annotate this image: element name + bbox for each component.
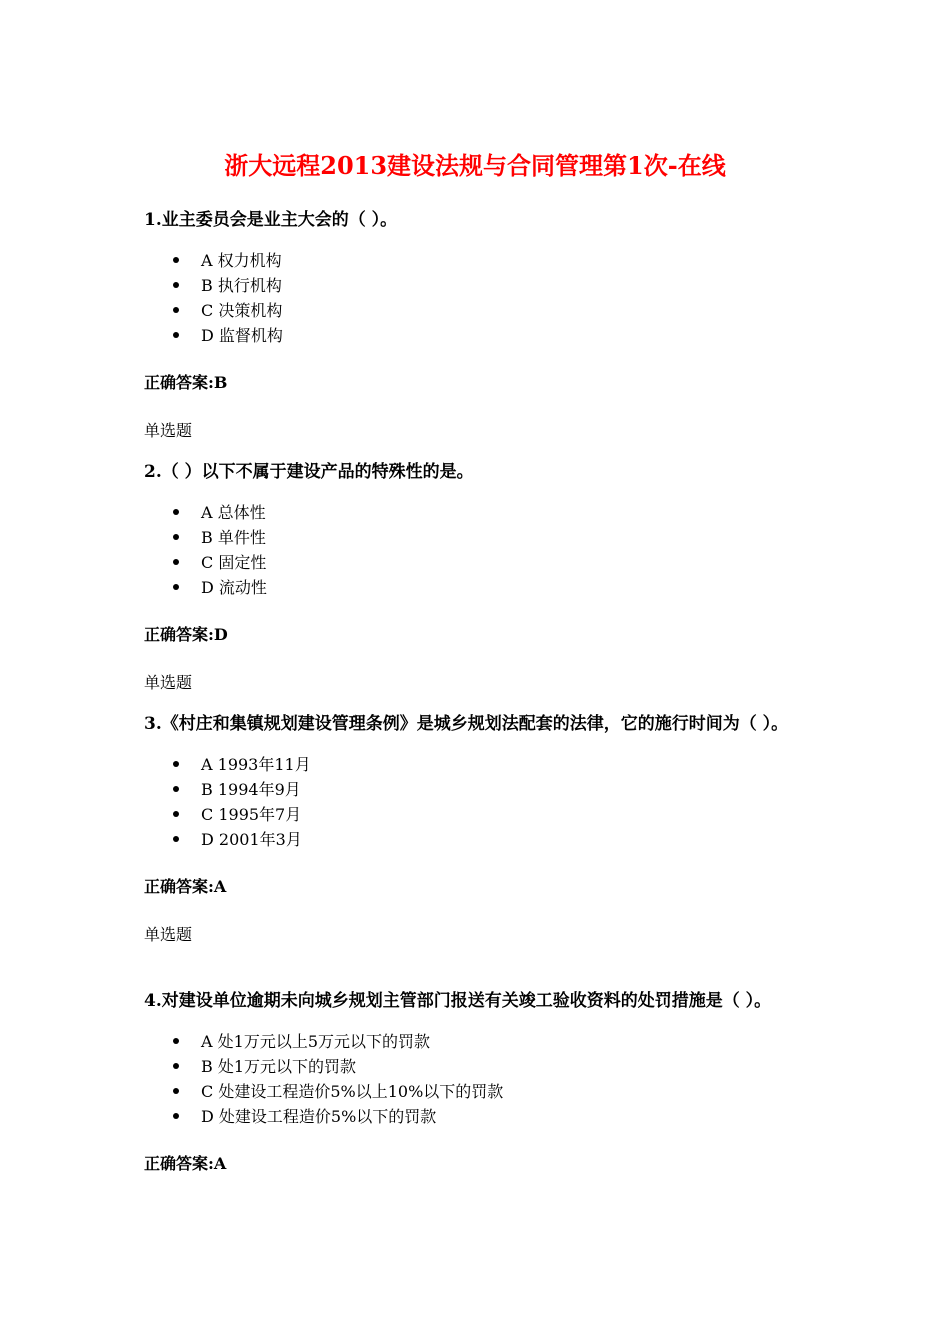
bullet-icon [173,332,179,338]
bullet-icon [173,1088,179,1094]
option-d [144,1104,810,1129]
option-a [144,1029,810,1054]
correct-answer: 正确答案:D [144,625,228,644]
question-type-label: 单选题 [144,673,193,692]
option-list [144,752,810,852]
option-a [144,248,810,273]
question-type-label: 单选题 [144,925,193,944]
document-title: 浙大远程2013建设法规与合同管理第1次-在线 [224,151,726,180]
option-d [144,575,810,600]
bullet-icon [173,1113,179,1119]
bullet-icon [173,509,179,515]
option-list [144,248,810,348]
option-label: A 处1万元以上5万元以下的罚款 [201,1032,431,1051]
option-label: C 处建设工程造价5%以上10%以下的罚款 [201,1082,504,1101]
bullet-icon [173,786,179,792]
option-label: C 固定性 [201,553,267,572]
bullet-icon [173,534,179,540]
bullet-icon [173,1038,179,1044]
option-a [144,500,810,525]
option-label: A 1993年11月 [201,755,311,774]
option-label: D 处建设工程造价5%以下的罚款 [201,1107,437,1126]
option-c [144,802,810,827]
option-d [144,827,810,852]
option-list [144,500,810,600]
bullet-icon [173,559,179,565]
question-text: 2.（ ）以下不属于建设产品的特殊性的是。 [144,462,474,482]
question-type-label: 单选题 [144,421,193,440]
option-label: B 执行机构 [201,276,282,295]
option-b [144,525,810,550]
bullet-icon [173,257,179,263]
question-1 [144,208,810,443]
question-text: 4.对建设单位逾期未向城乡规划主管部门报送有关竣工验收资料的处罚措施是（ ）。 [144,991,772,1011]
bullet-icon [173,761,179,767]
correct-answer: 正确答案:A [144,877,227,896]
question-4 [144,989,810,1176]
option-label: B 单件性 [201,528,266,547]
bullet-icon [173,1063,179,1069]
question-3 [144,712,810,947]
option-list [144,1029,810,1129]
option-label: C 1995年7月 [201,805,302,824]
correct-answer: 正确答案:B [144,373,228,392]
option-b [144,777,810,802]
bullet-icon [173,811,179,817]
question-2 [144,460,810,695]
option-d [144,323,810,348]
bullet-icon [173,584,179,590]
option-label: B 1994年9月 [201,780,301,799]
option-a [144,752,810,777]
question-text: 1.业主委员会是业主大会的（ ）。 [144,210,398,230]
option-label: D 2001年3月 [201,830,302,849]
option-label: B 处1万元以下的罚款 [201,1057,357,1076]
option-c [144,550,810,575]
option-b [144,273,810,298]
option-label: D 流动性 [201,578,267,597]
option-b [144,1054,810,1079]
bullet-icon [173,836,179,842]
option-label: D 监督机构 [201,326,283,345]
option-label: C 决策机构 [201,301,283,320]
bullet-icon [173,282,179,288]
option-c [144,1079,810,1104]
bullet-icon [173,307,179,313]
option-c [144,298,810,323]
option-label: A 权力机构 [201,251,282,270]
option-label: A 总体性 [201,503,266,522]
correct-answer: 正确答案:A [144,1154,227,1173]
question-text: 3.《村庄和集镇规划建设管理条例》是城乡规划法配套的法律，它的施行时间为（ ）。 [144,714,789,734]
